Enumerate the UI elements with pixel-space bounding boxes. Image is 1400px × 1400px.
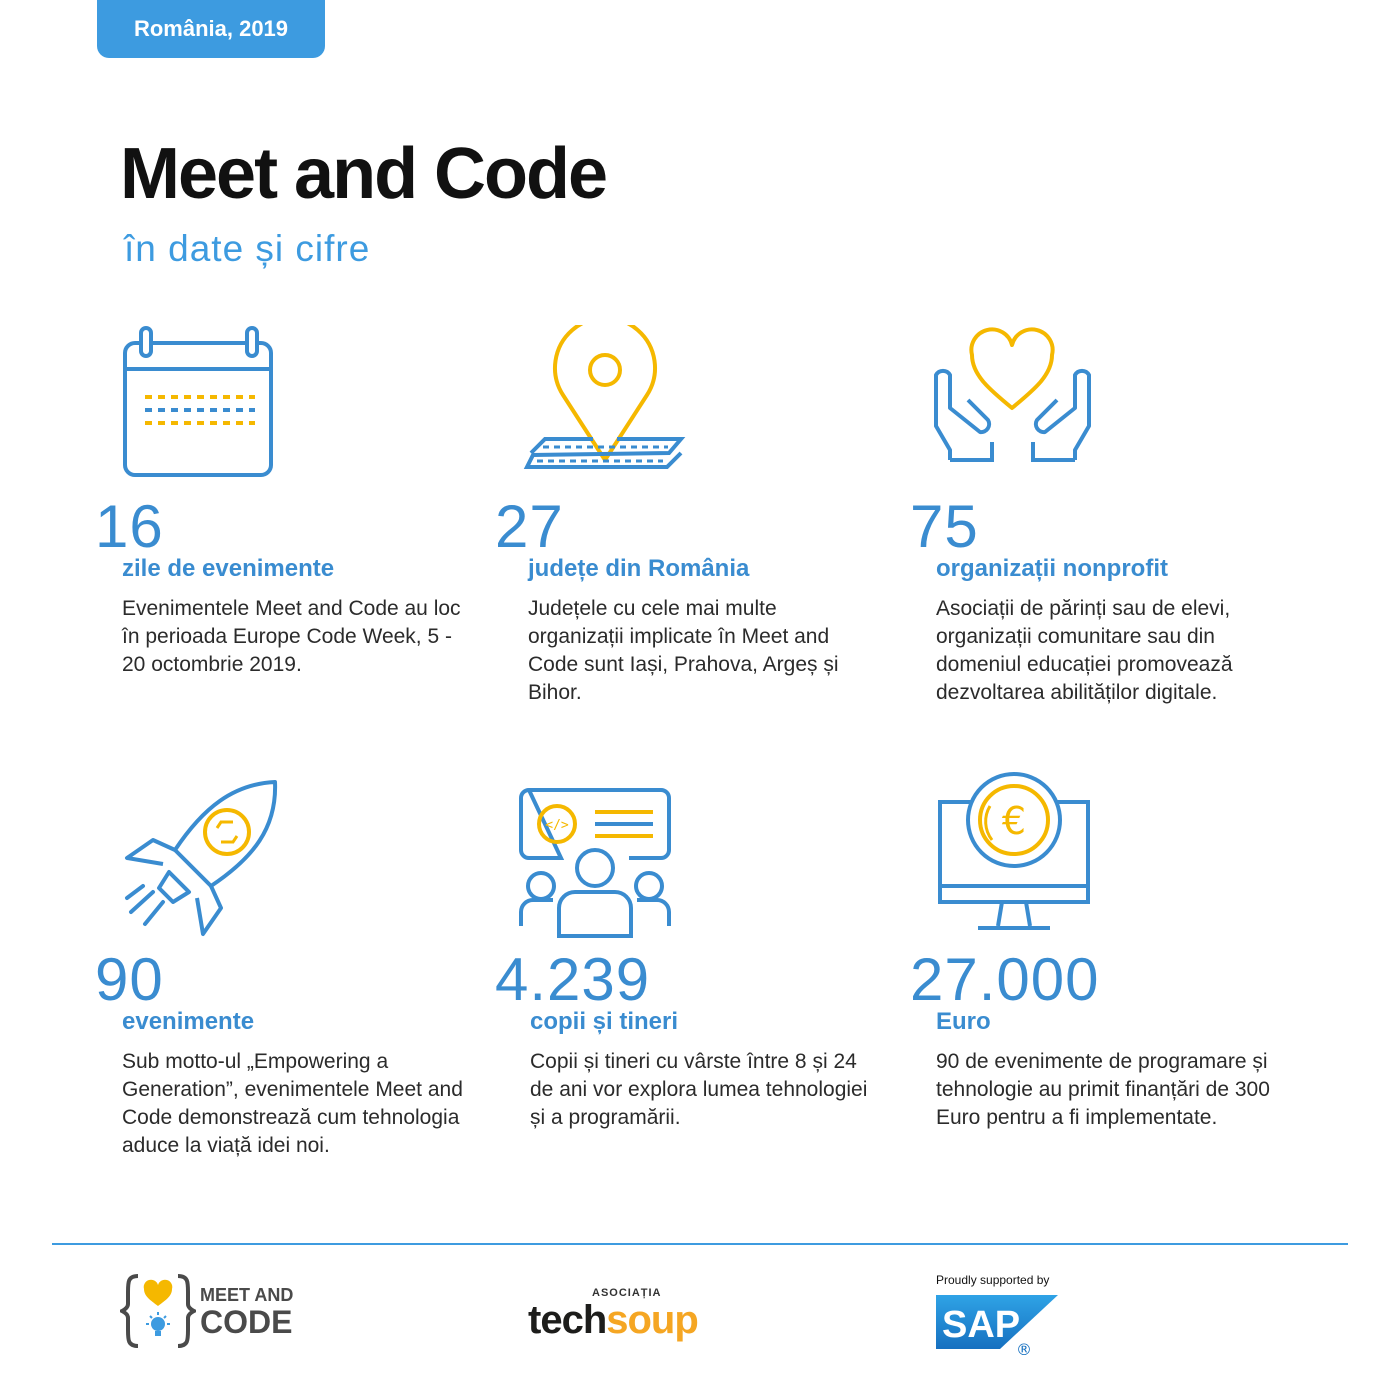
stat-number: 27 [495, 493, 564, 560]
stat-number: 27.000 [910, 946, 1100, 1013]
stat-description: Sub motto-ul „Empowering a Generation”, evenimentele Meet and Code demonstrează cum tehnologia aduce la viață idei noi. [122, 1050, 463, 1157]
stat-description: Asociații de părinți sau de elevi, organizații comunitare sau din domeniul educației promovează dezvoltarea abilităților digitale. [936, 597, 1233, 704]
sap-logo [936, 1295, 1060, 1357]
footer-divider [52, 1243, 1348, 1245]
location-year-tag: România, 2019 [97, 0, 325, 58]
svg-text:</>: </> [545, 818, 569, 833]
group-code-icon [519, 788, 671, 943]
techsoup-prefix: ASOCIAȚIA [592, 1287, 662, 1299]
stat-label: copii și tineri [530, 1008, 679, 1035]
stat-number: 16 [95, 493, 164, 560]
svg-text:€: € [1001, 799, 1027, 843]
stat-number: 4.239 [495, 946, 651, 1013]
page-title: Meet and Code [120, 134, 607, 214]
page-subtitle: în date și cifre [124, 228, 371, 269]
stat-description: Evenimentele Meet and Code au loc în perioada Europe Code Week, 5 - 20 octombrie 2019. [122, 597, 461, 676]
logo-text-line2: CODE [200, 1304, 293, 1340]
stat-label: Euro [936, 1008, 991, 1035]
techsoup-logo [528, 1300, 698, 1340]
stat-number: 75 [910, 493, 979, 560]
calendar-icon [123, 325, 275, 480]
meet-and-code-logo-icon [120, 1272, 196, 1350]
stat-label: evenimente [122, 1008, 255, 1035]
stat-description: Copii și tineri cu vârste între 8 și 24 de ani vor explora lumea tehnologiei și a programării. [530, 1050, 868, 1129]
stat-description: Județele cu cele mai multe organizații implicate în Meet and Code sunt Iași, Prahova, Argeș și Bihor. [528, 597, 839, 704]
stat-number: 90 [95, 946, 164, 1013]
sap-support-label: Proudly supported by [936, 1273, 1050, 1287]
sap-registered-mark: ® [1016, 1340, 1032, 1357]
techsoup-logo-part2: soup [606, 1298, 698, 1342]
stat-description: 90 de evenimente de programare și tehnologie au primit finanțări de 300 Euro pentru a fi implementate. [936, 1050, 1270, 1129]
techsoup-logo-part1: tech [528, 1298, 607, 1342]
meet-and-code-logo [120, 1272, 300, 1352]
logo-text-line1: MEET AND [200, 1285, 294, 1305]
rocket-icon [123, 778, 283, 938]
hands-heart-icon [930, 320, 1095, 478]
stat-label: zile de evenimente [122, 555, 335, 582]
stat-label: organizații nonprofit [936, 555, 1168, 582]
monitor-euro-icon [938, 770, 1093, 940]
sap-logo-mark [936, 1295, 1060, 1357]
map-pin-icon [523, 325, 688, 475]
sap-logo-text: SAP [942, 1304, 1021, 1346]
stat-label: județe din România [528, 555, 750, 582]
